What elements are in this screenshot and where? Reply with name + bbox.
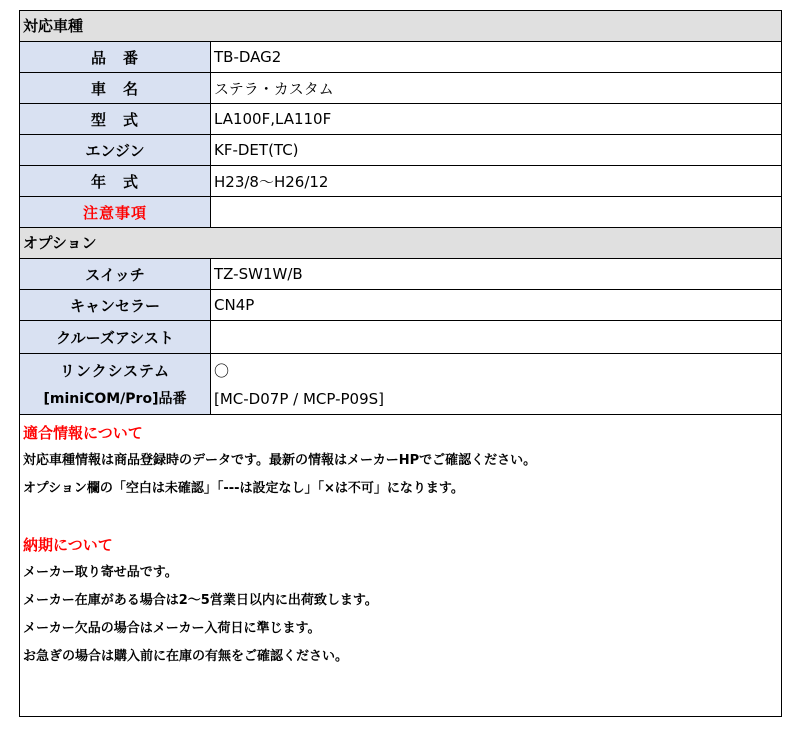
label-link-system bbox=[20, 354, 211, 414]
delivery-line-1: メーカー取り寄せ品です。 bbox=[23, 565, 178, 580]
compat-line-1: 対応車種情報は商品登録時のデータです。最新の情報はメーカーHPでご確認ください。 bbox=[23, 453, 537, 468]
row-notes bbox=[20, 197, 781, 228]
notes-block bbox=[20, 415, 781, 671]
label-switch: スイッチ bbox=[20, 259, 211, 289]
spacer bbox=[23, 503, 778, 531]
value-notes bbox=[211, 197, 781, 227]
row-cruise-assist bbox=[20, 321, 781, 354]
compat-line-2: オプション欄の「空白は未確認」「---は設定なし」「×は不可」になります。 bbox=[23, 481, 464, 496]
label-cruise-assist: クルーズアシスト bbox=[20, 321, 211, 353]
row-model-year bbox=[20, 166, 781, 197]
value-part-number: TB-DAG2 bbox=[214, 48, 282, 66]
compat-heading: 適合情報について bbox=[23, 424, 143, 442]
label-engine: エンジン bbox=[20, 135, 211, 165]
value-model-year: H23/8～H26/12 bbox=[214, 172, 329, 191]
label-model-code: 型 式 bbox=[20, 104, 211, 134]
section-header-options: オプション bbox=[20, 228, 781, 259]
value-model-code: LA100F,LA110F bbox=[214, 110, 332, 128]
value-canceller: CN4P bbox=[214, 296, 255, 314]
label-model-year: 年 式 bbox=[20, 166, 211, 196]
row-canceller bbox=[20, 290, 781, 321]
row-switch bbox=[20, 259, 781, 290]
row-link-system bbox=[20, 354, 781, 415]
value-vehicle-name: ステラ・カスタム bbox=[214, 79, 334, 98]
fitment-sheet bbox=[19, 10, 782, 717]
value-switch: TZ-SW1W/B bbox=[214, 265, 303, 283]
row-part-number bbox=[20, 42, 781, 73]
value-link-system bbox=[211, 354, 781, 414]
delivery-heading: 納期について bbox=[23, 536, 113, 554]
label-link-system-line1: リンクシステム bbox=[59, 361, 171, 380]
value-link-system-line2: [MC-D07P / MCP-P09S] bbox=[214, 389, 385, 408]
row-model-code bbox=[20, 104, 781, 135]
delivery-line-3: メーカー欠品の場合はメーカー入荷日に準じます。 bbox=[23, 621, 321, 636]
value-engine: KF-DET(TC) bbox=[214, 141, 299, 159]
label-notes: 注意事項 bbox=[20, 197, 211, 227]
value-link-system-line1: 〇 bbox=[214, 362, 230, 381]
label-link-system-line2: [miniCOM/Pro]品番 bbox=[43, 391, 187, 408]
section-header-vehicle: 対応車種 bbox=[20, 11, 781, 42]
label-canceller: キャンセラー bbox=[20, 290, 211, 320]
value-cruise-assist bbox=[211, 321, 781, 353]
delivery-line-2: メーカー在庫がある場合は2～5営業日以内に出荷致します。 bbox=[23, 593, 378, 608]
label-vehicle-name: 車 名 bbox=[20, 73, 211, 103]
label-part-number: 品 番 bbox=[20, 42, 211, 72]
row-engine bbox=[20, 135, 781, 166]
delivery-line-4: お急ぎの場合は購入前に在庫の有無をご確認ください。 bbox=[23, 649, 349, 664]
row-vehicle-name bbox=[20, 73, 781, 104]
